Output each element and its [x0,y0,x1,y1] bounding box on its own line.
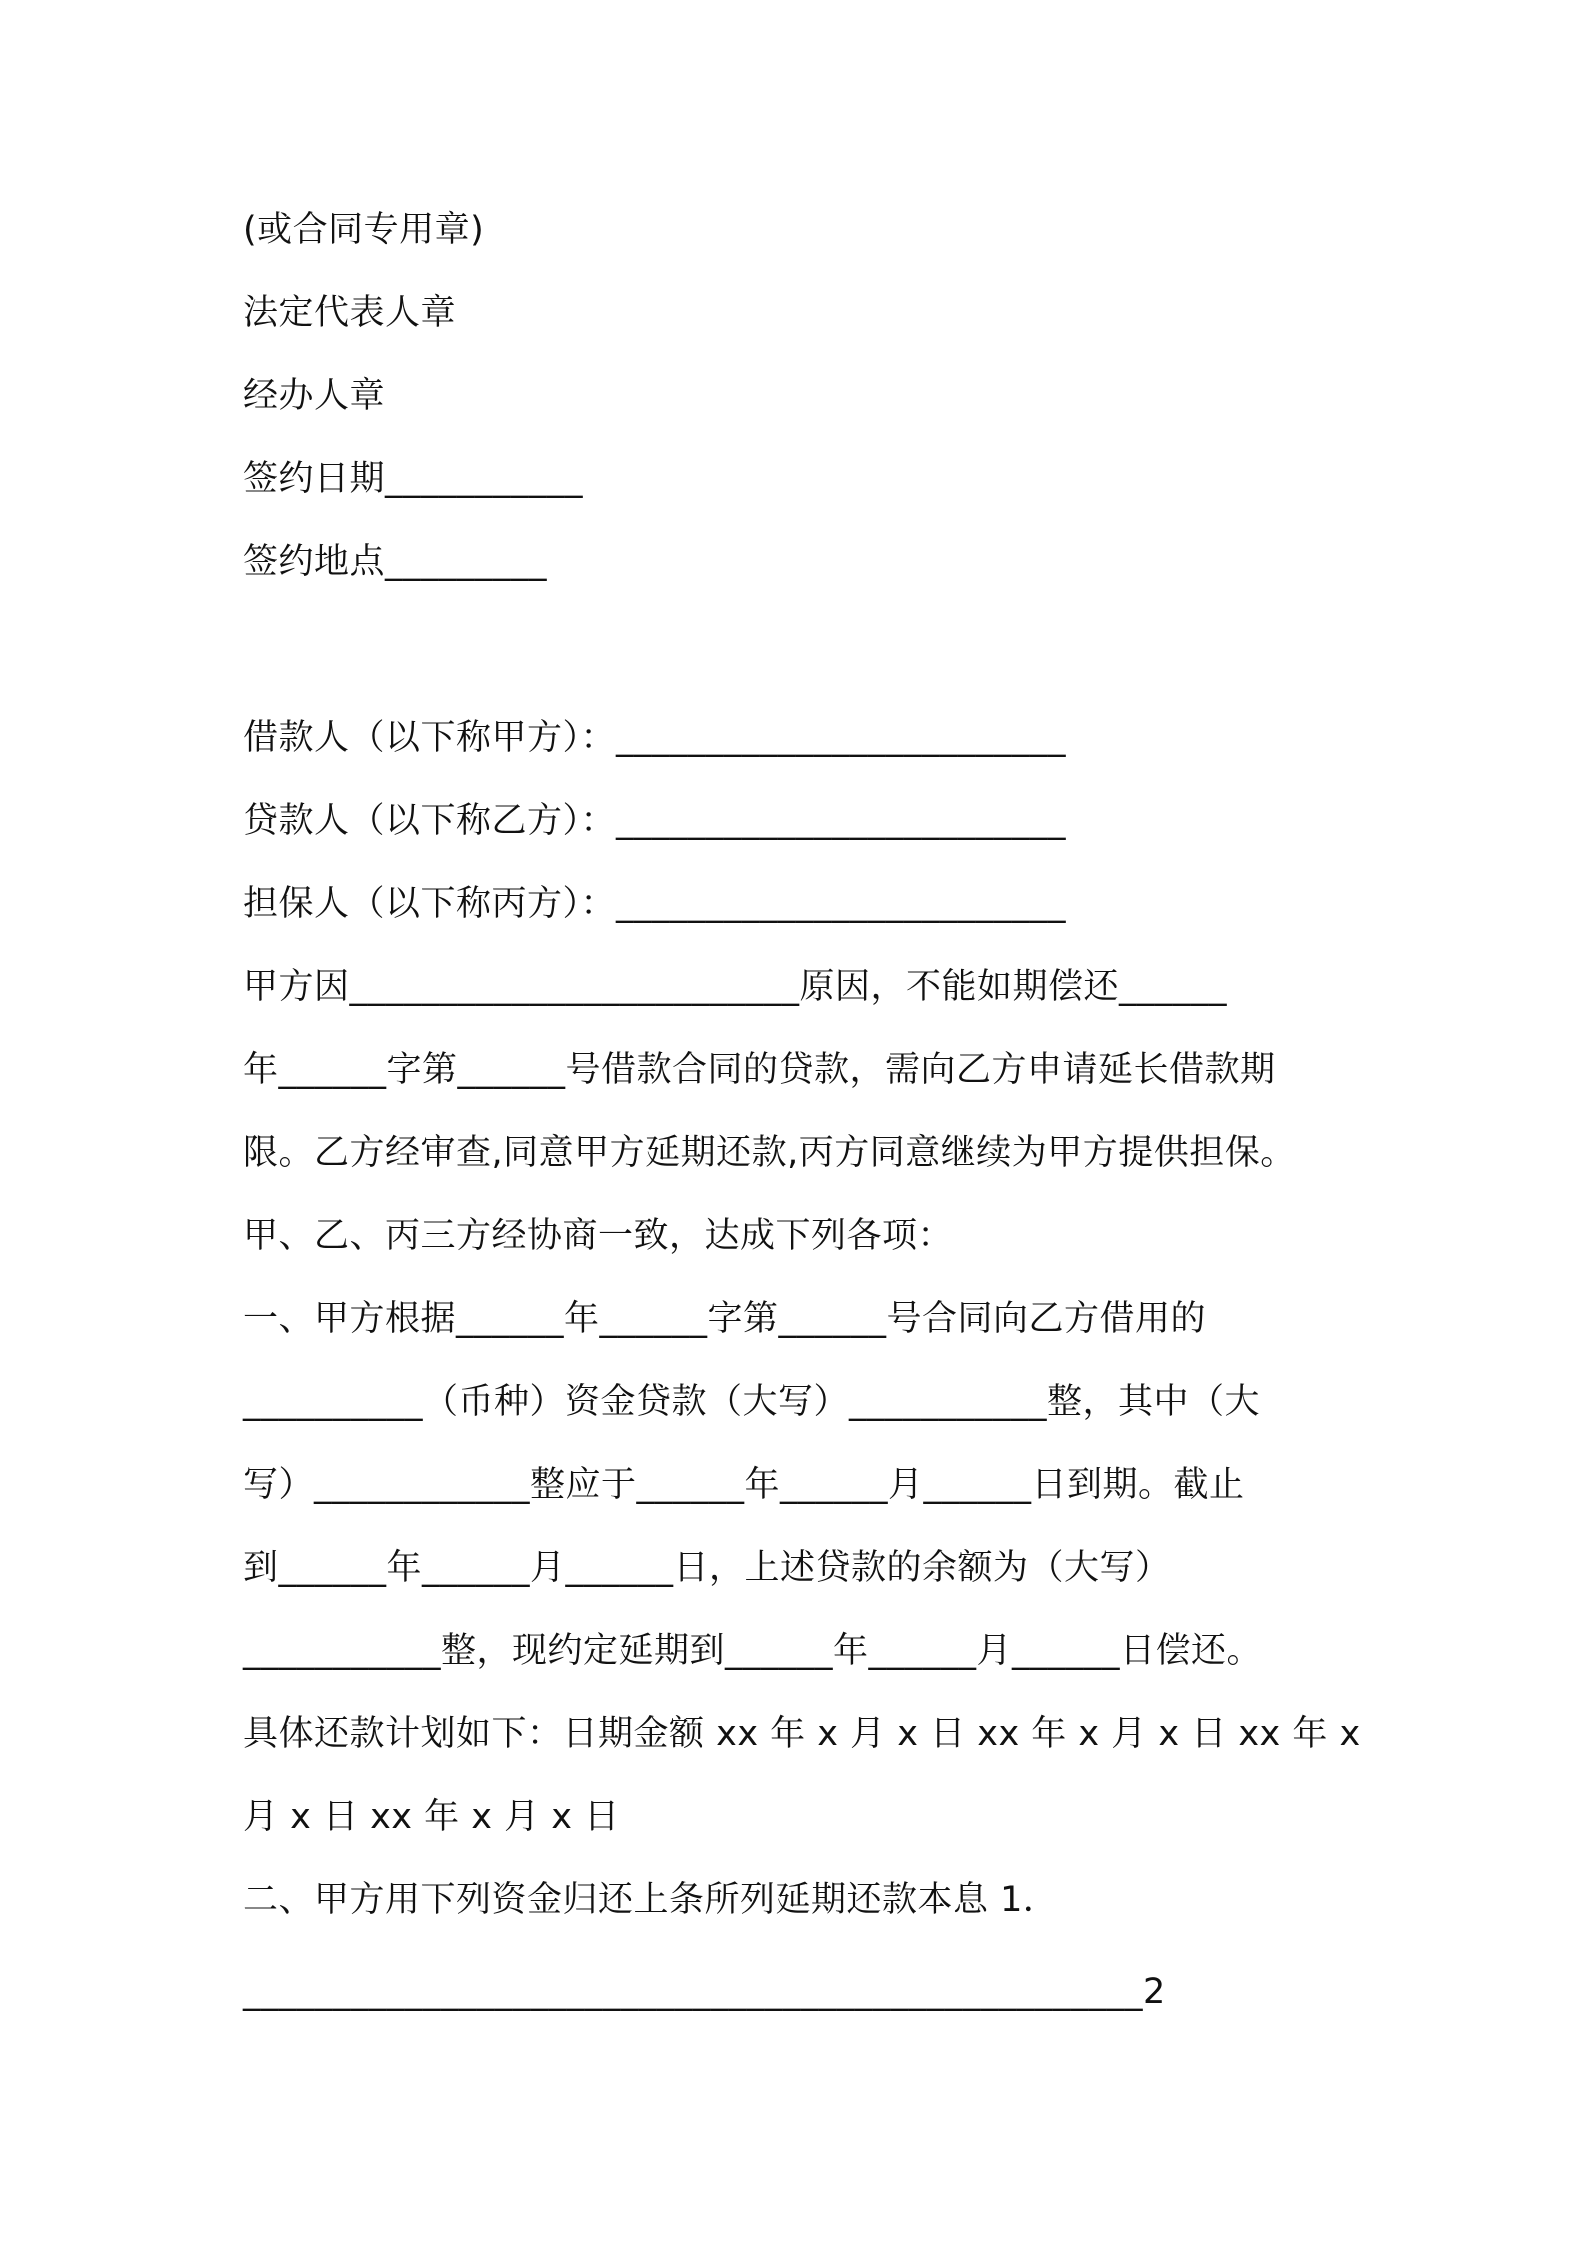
clause-one-line: 一、甲方根据______年______字第______号合同向乙方借用的 [243,1299,1207,1339]
blank-fill-line: __________________________________________________2 [243,1972,1166,2012]
repayment-plan-line: 月 x 日 xx 年 x 月 x 日 [243,1797,620,1837]
body-line: 限。乙方经审查,同意甲方延期还款,丙方同意继续为甲方提供担保。 [243,1133,1296,1173]
borrower-line: 借款人（以下称甲方）：_________________________ [243,718,1067,758]
sign-date: 签约日期___________ [243,459,584,499]
body-line: 甲方因_________________________原因，不能如期偿还______ [243,967,1228,1007]
guarantor-line: 担保人（以下称丙方）：_________________________ [243,884,1067,924]
body-line: __________（币种）资金贷款（大写）___________整，其中（大 [243,1382,1261,1422]
sign-place: 签约地点_________ [243,542,548,582]
body-line: 写）____________整应于______年______月______日到期。截止 [243,1465,1245,1505]
repayment-plan-line: 具体还款计划如下：日期金额 xx 年 x 月 x 日 xx 年 x 月 x 日 xx 年 x [243,1714,1361,1754]
legal-representative-seal: 法定代表人章 [243,293,457,333]
handler-seal: 经办人章 [243,376,386,416]
body-line: ___________整，现约定延期到______年______月______日偿还。 [243,1631,1263,1671]
lender-line: 贷款人（以下称乙方）：_________________________ [243,801,1067,841]
body-line: 甲、乙、丙三方经协商一致，达成下列各项： [243,1216,954,1256]
body-line: 年______字第______号借款合同的贷款，需向乙方申请延长借款期 [243,1050,1276,1090]
seal-note: (或合同专用章) [243,210,485,250]
body-line: 到______年______月______日，上述贷款的余额为（大写） [243,1548,1171,1588]
clause-two-line: 二、甲方用下列资金归还上条所列延期还款本息 1． [243,1880,1059,1920]
